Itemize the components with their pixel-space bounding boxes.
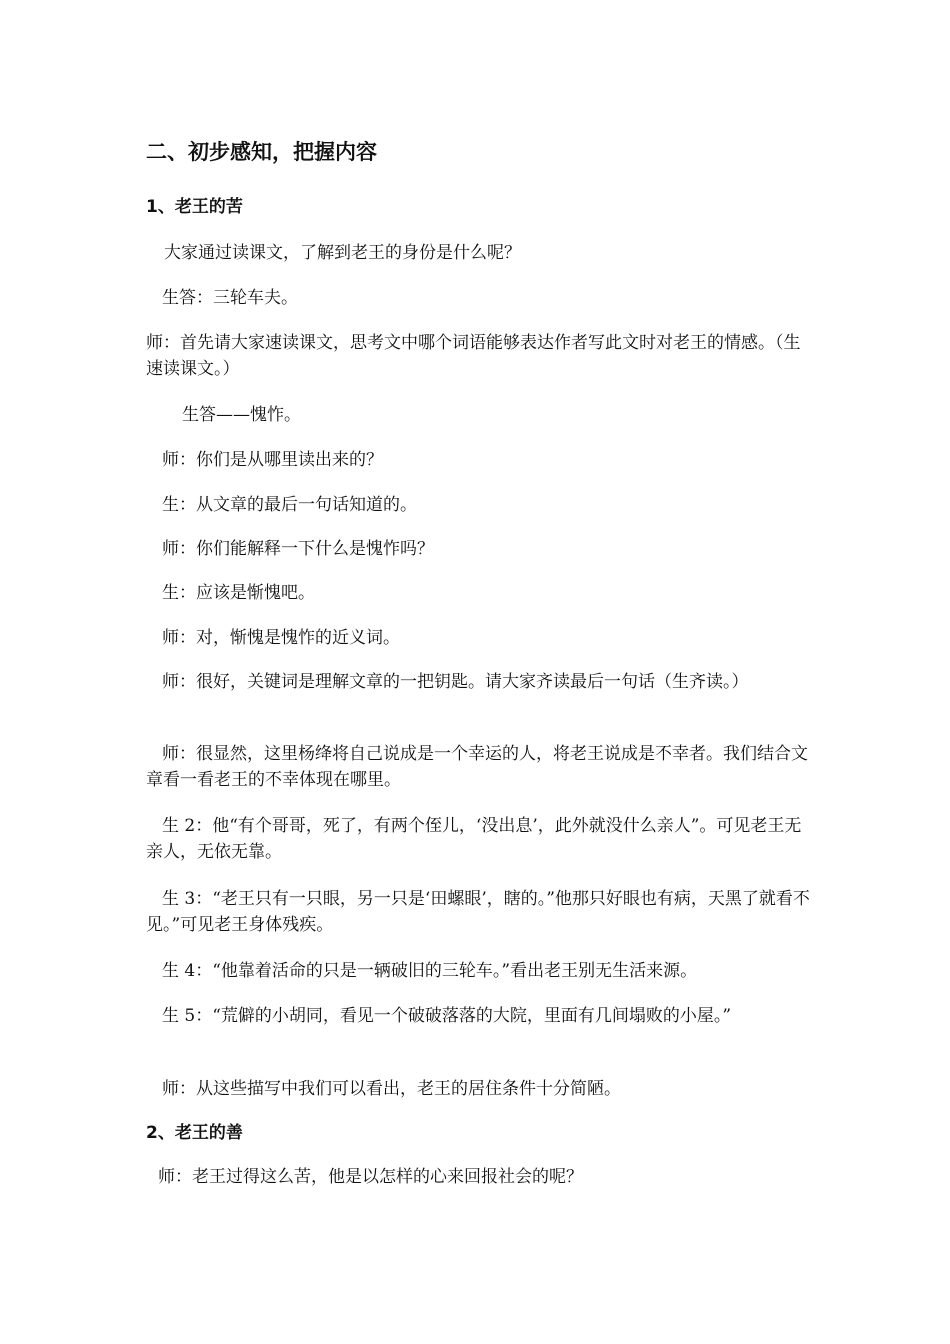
paragraph: 师：很好，关键词是理解文章的一把钥匙。请大家齐读最后一句话（生齐读。）	[162, 672, 749, 692]
paragraph: 生 5：“荒僻的小胡同，看见一个破破落落的大院，里面有几间塌败的小屋。”	[162, 1006, 732, 1026]
paragraph: 生 3：“老王只有一只眼，另一只是‘田螺眼’，瞎的。”他那只好眼也有病，天黑了就看不见。”可见老王身体残疾。	[146, 889, 810, 935]
paragraph: 师：老王过得这么苦，他是以怎样的心来回报社会的呢？	[158, 1167, 583, 1187]
section-title: 二、初步感知，把握内容	[146, 140, 377, 164]
paragraph: 师：很显然，这里杨绛将自己说成是一个幸运的人，将老王说成是不幸者。我们结合文章看一看老王的不幸体现在哪里。	[146, 744, 808, 790]
paragraph: 生：从文章的最后一句话知道的。	[162, 495, 417, 515]
paragraph: 师：从这些描写中我们可以看出，老王的居住条件十分简陋。	[162, 1079, 621, 1099]
paragraph: 大家通过读课文，了解到老王的身份是什么呢？	[164, 243, 521, 263]
paragraph: 师：你们是从哪里读出来的？	[162, 450, 383, 470]
paragraph: 师：对，惭愧是愧怍的近义词。	[162, 628, 400, 648]
paragraph: 生答：三轮车夫。	[162, 288, 298, 308]
subsection-title-2: 2、老王的善	[146, 1123, 243, 1143]
paragraph: 生 2：他“有个哥哥，死了，有两个侄儿，‘没出息’，此外就没什么亲人”。可见老王无亲人，无依无靠。	[146, 816, 802, 862]
paragraph: 生：应该是惭愧吧。	[162, 583, 315, 603]
subsection-title-1: 1、老王的苦	[146, 197, 243, 217]
paragraph: 生 4：“他靠着活命的只是一辆破旧的三轮车。”看出老王别无生活来源。	[162, 961, 698, 981]
paragraph: 师：首先请大家速读课文，思考文中哪个词语能够表达作者写此文时对老王的情感。（生速读课文。）	[146, 333, 801, 379]
paragraph: 师：你们能解释一下什么是愧怍吗？	[162, 539, 434, 559]
paragraph: 生答——愧怍。	[182, 405, 301, 425]
